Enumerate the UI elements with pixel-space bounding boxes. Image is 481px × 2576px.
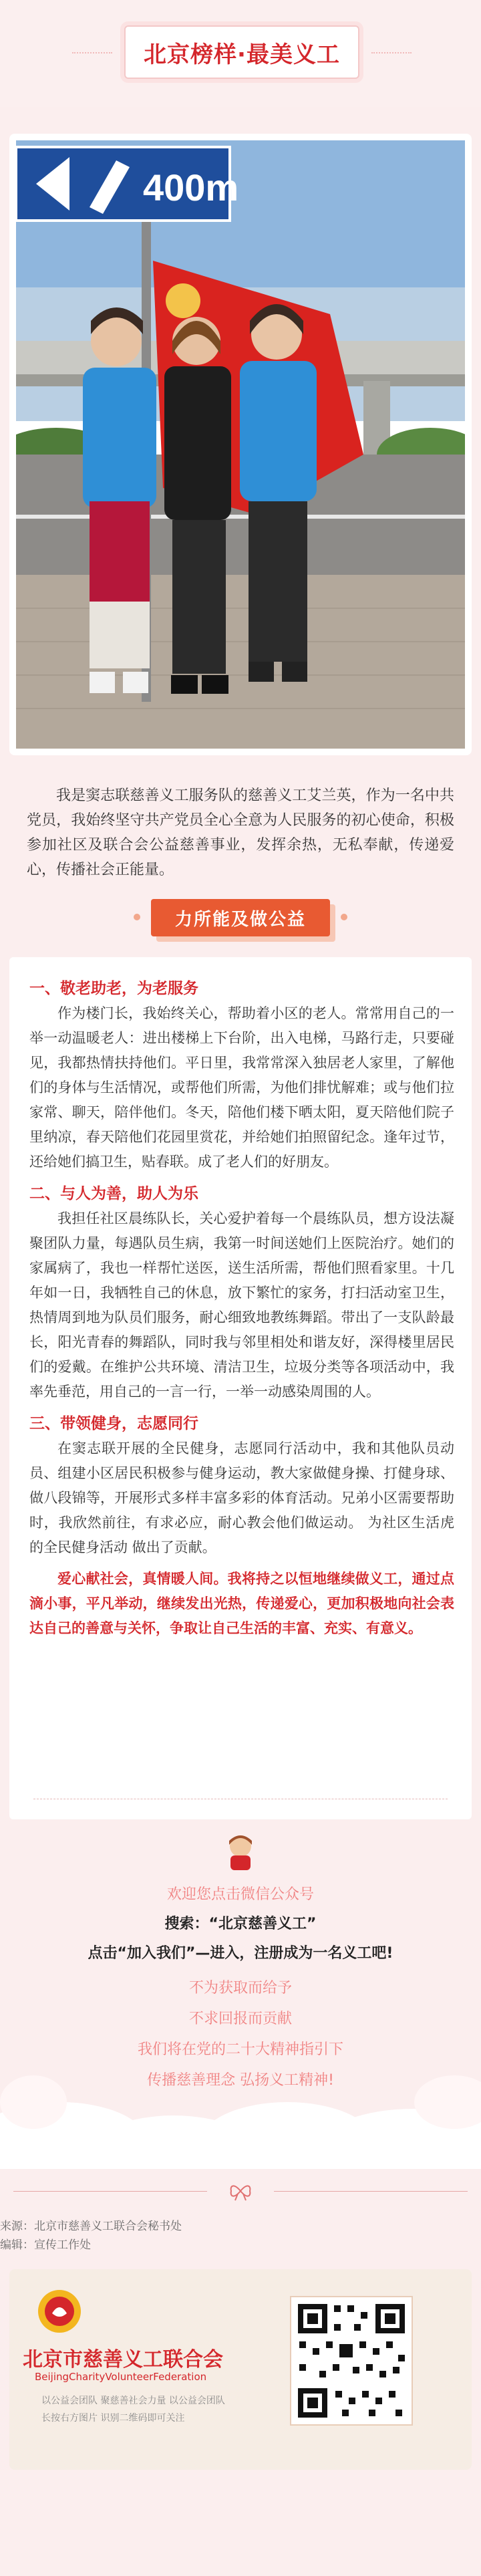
brand-name: 北京市慈善义工联合会 [23, 2348, 223, 2371]
brand-slogan-1: 以公益会团队 聚慈善社会力量 以公益会团队 [41, 2396, 225, 2406]
closing-paragraph: 爱心献社会，真情暖人间。我将持之以恒地继续做义工，通过点滴小事，平凡举动，继续发出光热，传递爱心，更加积极地向社会表达自己的善意与关怀，争取让自己生活的丰富、充实、有意义。 [29, 1571, 454, 1636]
brand-footer [9, 2269, 472, 2470]
title-box [124, 25, 359, 79]
brand-slogan-2: 长按右方图片 识别二维码即可关注 [41, 2413, 185, 2424]
section-heading-3: 三、带领健身，志愿同行 [29, 1415, 198, 1432]
divider-line-left [13, 2191, 207, 2192]
banner-dot-right [341, 914, 347, 920]
sign-distance: 400m [143, 166, 239, 209]
intro-paragraph: 我是窦志联慈善义工服务队的慈善义工艾兰英，作为一名中共党员，我始终坚守共产党员全心全意为人民服务的初心使命，积极参加社区及联合会公益慈善事业，发挥余热，无私奉献，传递爱心，传播社会正能量。 [27, 787, 454, 878]
cta-line-3: 点击“加入我们”—进入，注册成为一名义工吧! [88, 1945, 393, 1962]
page-title: 北京榜样·最美义工 [144, 41, 340, 68]
photo-frame [9, 134, 472, 755]
banner-box [151, 899, 330, 936]
section-banner [0, 892, 481, 946]
qr-code-icon[interactable] [290, 2296, 413, 2426]
article-card [9, 957, 472, 1819]
source-editor: 编辑：宣传工作处 [0, 2238, 91, 2252]
cta-line-5: 不求回报而贡献 [188, 2011, 292, 2027]
section-text-1: 作为楼门长，我始终关心，帮助着小区的老人。常常用自己的一举一动温暖老人：进出楼梯上下台阶，出入电梯，马路行走，只要碰见，我都热情扶持他们。平日里，我常常深入独居老人家里，了解他们的身体与生活情况，或帮他们所需，为他们排忧解难；或与他们拉家常、聊天，陪伴他们。冬天，陪他们楼下晒太阳，夏天陪他们院子里纳凉，春天陪他们花园里赏花，并给她们拍照留纪念。逢年过节，还给她们搞卫生，贴春联。成了老人们的好朋友。 [29, 1005, 454, 1170]
bottom-band [0, 2483, 481, 2576]
section-text-2: 我担任社区晨练队长，关心爱护着每一个晨练队员，想方设法凝聚团队力量，每遇队员生病，我第一时间送她们上医院治疗。她们的家属病了，我也一样帮忙送医，送生活所需，帮他们照看家里。十几年如一日，我牺牲自己的休息，放下繁忙的家务，打扫活动室卫生，热情周到地为队员们服务，耐心细致地教练舞蹈。带出了一支队龄最长，阳光青春的舞蹈队，同时我与邻里相处和谐友好，深得楼里居民们的爱戴。在维护公共环境、清洁卫生，垃圾分类等各项活动中，我率先垂范，用自己的一言一行，一举一动感染周围的人。 [29, 1210, 454, 1400]
cloud-decoration [0, 2062, 481, 2169]
cta-line-4: 不为获取而给予 [188, 1980, 292, 1997]
header [0, 0, 481, 107]
section-text-3: 在窦志联开展的全民健身，志愿同行活动中，我和其他队员动员、组建小区居民积极参与健身运动，教大家做健身操、打健身球、做八段锦等，开展形式多样丰富多彩的体育活动。兄弟小区需要帮助时，我欣然前往，有求必应，耐心教会他们做运动。 为社区生活虎的全民健身活动 做出了贡献。 [29, 1440, 454, 1555]
federation-logo-icon [36, 2288, 83, 2335]
cta-line-1: 欢迎您点击微信公众号 [166, 1886, 314, 1903]
bow-icon [228, 2180, 253, 2202]
volunteer-photo [16, 140, 465, 749]
article-content [29, 969, 454, 1641]
cta-line-2: 搜索：“北京慈善义工” [164, 1916, 317, 1932]
mascot-icon [224, 1831, 257, 1872]
cta-line-6: 我们将在党的二十大精神指引下 [137, 2041, 343, 2058]
source-divider [0, 2172, 481, 2212]
brand-english: BeijingCharityVolunteerFederation [35, 2371, 207, 2383]
banner-dot-left [134, 914, 140, 920]
divider-line-right [274, 2191, 468, 2192]
banner-label: 力所能及做公益 [174, 909, 306, 930]
cta-line-7: 传播慈善理念 弘扬义工精神! [147, 2072, 334, 2089]
source-from: 来源：北京市慈善义工联合会秘书处 [0, 2220, 182, 2233]
section-heading-1: 一、敬老助老，为老服务 [29, 980, 198, 997]
section-heading-2: 二、与人为善，助人为乐 [29, 1185, 198, 1202]
